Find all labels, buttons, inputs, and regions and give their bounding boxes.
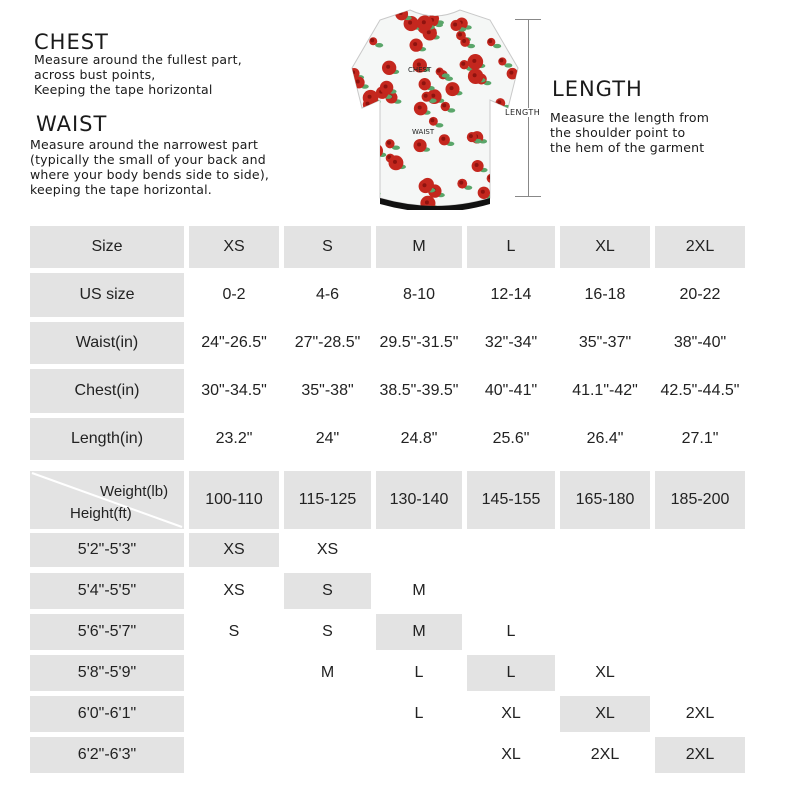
rose-center	[512, 192, 516, 196]
size-row-label: Length(in)	[30, 418, 184, 460]
weight-header-cell: 145-155	[467, 471, 555, 529]
rose-center	[430, 118, 434, 122]
waist-line: (typically the small of your back and	[30, 152, 266, 167]
rose-center	[462, 39, 466, 43]
length-heading: LENGTH	[552, 77, 643, 101]
weight-header-cell: 130-140	[376, 471, 462, 529]
rose-center	[360, 183, 364, 187]
rose-center	[515, 138, 519, 142]
size-cell: 25.6"	[492, 430, 530, 447]
fit-cell: XL	[560, 696, 650, 732]
rose-center	[473, 73, 477, 77]
fit-cell: XS	[316, 541, 339, 558]
fit-cell: XS	[189, 533, 279, 567]
rose-center	[417, 143, 421, 147]
rose-center	[356, 195, 360, 199]
rose-center	[450, 86, 454, 90]
rose-center	[361, 19, 365, 23]
size-row-label: Waist(in)	[30, 322, 184, 364]
rose-center	[422, 81, 426, 85]
leaf-motif	[353, 163, 361, 167]
rose-center	[469, 134, 473, 138]
size-cell: 16-18	[584, 286, 626, 303]
height-axis-label: Height(ft)	[70, 505, 132, 522]
rose-center	[422, 183, 426, 187]
fit-cell: XL	[595, 664, 615, 681]
size-cell: 42.5"-44.5"	[660, 382, 740, 399]
jersey-waist-label: WAIST	[412, 128, 435, 136]
rose-center	[418, 106, 422, 110]
rose-center	[393, 160, 397, 164]
rose-motif	[359, 190, 369, 200]
rose-center	[413, 42, 417, 46]
rose-center	[475, 163, 479, 167]
rose-center	[350, 158, 352, 162]
jersey-image	[350, 8, 520, 210]
rose-motif	[498, 109, 509, 120]
size-cell: 41.1"-42"	[572, 382, 638, 399]
rose-center	[459, 181, 463, 185]
size-cell: 38"-40"	[673, 334, 727, 351]
rose-motif	[507, 188, 520, 203]
height-row-label: 6'2"-6'3"	[30, 737, 184, 773]
size-cell: 4-6	[315, 286, 340, 303]
rose-motif	[350, 155, 357, 167]
leaf-motif	[366, 14, 374, 18]
rose-center	[367, 187, 371, 191]
size-header-cell: S	[284, 226, 371, 268]
rose-center	[501, 112, 505, 116]
leaf-motif	[517, 197, 520, 201]
rose-center	[509, 71, 513, 75]
size-cell: 27.1"	[681, 430, 719, 447]
fit-cell: XL	[501, 705, 521, 722]
rose-center	[427, 30, 431, 34]
fit-cell: XL	[501, 746, 521, 763]
fit-cell: S	[284, 573, 371, 609]
leaf-motif	[366, 197, 374, 201]
rose-motif	[509, 108, 517, 116]
rose-motif	[514, 136, 520, 145]
rose-center	[431, 94, 435, 98]
size-cell: 0-2	[222, 286, 246, 303]
leaf-motif	[375, 43, 383, 47]
rose-center	[488, 39, 492, 43]
chest-line: Keeping the tape horizontal	[34, 82, 213, 97]
size-header-cell: XL	[560, 226, 650, 268]
size-cell: 26.4"	[586, 430, 624, 447]
weight-header-cell: 115-125	[284, 471, 371, 529]
rose-center	[350, 78, 352, 82]
waist-line: where your body bends side to side),	[30, 167, 270, 182]
chest-heading: CHEST	[34, 30, 109, 54]
rose-motif	[487, 174, 496, 183]
fit-cell: M	[376, 614, 462, 650]
length-line: the shoulder point to	[550, 125, 686, 140]
size-cell: 35"-38"	[301, 382, 354, 399]
waist-line: keeping the tape horizontal.	[30, 182, 212, 197]
fit-cell: L	[414, 664, 424, 681]
size-cell: 35"-37"	[578, 334, 632, 351]
rose-center	[425, 200, 429, 204]
size-cell: 40"-41"	[484, 382, 538, 399]
height-row-label: 5'8"-5'9"	[30, 655, 184, 691]
rose-center	[408, 21, 412, 25]
fit-cell: S	[322, 623, 333, 640]
size-cell: 12-14	[490, 286, 532, 303]
size-cell: 8-10	[402, 286, 436, 303]
fit-corner-header	[30, 471, 184, 529]
fit-cell: L	[414, 705, 424, 722]
rose-center	[422, 20, 426, 24]
rose-center	[461, 62, 465, 66]
fit-cell: 2XL	[590, 746, 620, 763]
rose-center	[515, 133, 519, 137]
length-line: the hem of the garment	[550, 140, 705, 155]
fit-cell: XS	[223, 582, 245, 599]
rose-center	[361, 192, 365, 196]
rose-center	[373, 148, 377, 152]
size-cell: 38.5"-39.5"	[379, 382, 459, 399]
size-cell: 32"-34"	[484, 334, 538, 351]
length-side-label: LENGTH	[505, 108, 541, 117]
rose-motif	[351, 190, 367, 206]
leaf-motif	[506, 116, 514, 120]
leaf-motif	[365, 187, 373, 191]
rose-center	[481, 190, 485, 194]
rose-center	[499, 58, 503, 62]
size-header-cell: L	[467, 226, 555, 268]
size-cell: 29.5"-31.5"	[379, 334, 459, 351]
rose-center	[356, 80, 360, 84]
waist-line: Measure around the narrowest part	[30, 137, 259, 152]
fit-cell: M	[320, 664, 335, 681]
leaf-motif	[371, 106, 379, 110]
rose-center	[384, 84, 388, 88]
height-row-label: 5'2"-5'3"	[30, 533, 184, 567]
size-header-cell: XS	[189, 226, 279, 268]
chest-instructions	[34, 52, 242, 97]
size-cell: 24"-26.5"	[201, 334, 267, 351]
rose-center	[515, 95, 519, 99]
size-cell: 23.2"	[215, 430, 253, 447]
chest-line: across bust points,	[34, 67, 156, 82]
fit-cell: M	[412, 582, 426, 599]
waist-instructions	[30, 137, 269, 197]
leaf-motif	[366, 24, 374, 28]
leaf-motif	[361, 200, 369, 204]
rose-center	[453, 22, 457, 26]
weight-axis-label: Weight(lb)	[100, 483, 169, 500]
rose-center	[386, 65, 390, 69]
size-row-label: Chest(in)	[30, 369, 184, 413]
rose-center	[510, 109, 514, 113]
size-header-cell: 2XL	[655, 226, 745, 268]
rose-center	[370, 38, 374, 42]
rose-center	[497, 100, 501, 104]
size-cell: 27"-28.5"	[294, 334, 361, 351]
rose-motif	[364, 183, 377, 196]
rose-center	[437, 69, 441, 73]
fit-cell: 2XL	[685, 705, 715, 722]
size-cell: 24"	[315, 430, 340, 447]
rose-motif	[513, 93, 520, 103]
height-row-label: 6'0"-6'1"	[30, 696, 184, 732]
weight-header-cell: 100-110	[189, 471, 279, 529]
size-cell: 30"-34.5"	[201, 382, 267, 399]
rose-center	[441, 137, 445, 141]
rose-motif	[359, 17, 368, 26]
leaf-motif	[493, 180, 501, 184]
fit-cell: L	[467, 655, 555, 691]
rose-motif	[369, 144, 383, 158]
chest-line: Measure around the fullest part,	[34, 52, 242, 67]
leaf-motif	[515, 114, 520, 118]
waist-heading: WAIST	[36, 112, 108, 136]
length-line: Measure the length from	[550, 110, 710, 125]
fit-cell: S	[228, 623, 240, 640]
size-header-label: Size	[30, 226, 184, 268]
rose-center	[368, 95, 372, 99]
rose-center	[472, 59, 476, 63]
weight-header-cell: 165-180	[560, 471, 650, 529]
fit-cell: 2XL	[655, 737, 745, 773]
height-row-label: 5'6"-5'7"	[30, 614, 184, 650]
jersey-chest-label: CHEST	[408, 66, 432, 74]
rose-motif	[358, 8, 370, 18]
size-cell: 20-22	[679, 286, 721, 303]
length-instructions	[550, 110, 709, 155]
rose-center	[458, 32, 462, 36]
height-row-label: 5'4"-5'5"	[30, 573, 184, 609]
size-header-cell: M	[376, 226, 462, 268]
rose-center	[442, 103, 446, 107]
leaf-motif	[372, 191, 380, 195]
weight-header-cell: 185-200	[655, 471, 745, 529]
fit-cell: L	[506, 623, 516, 640]
rose-center	[361, 9, 365, 13]
rose-center	[387, 141, 391, 145]
size-cell: 24.8"	[400, 430, 438, 447]
size-row-label: US size	[30, 273, 184, 317]
rose-center	[424, 94, 428, 98]
rose-motif	[357, 179, 370, 192]
rose-motif	[511, 129, 520, 144]
